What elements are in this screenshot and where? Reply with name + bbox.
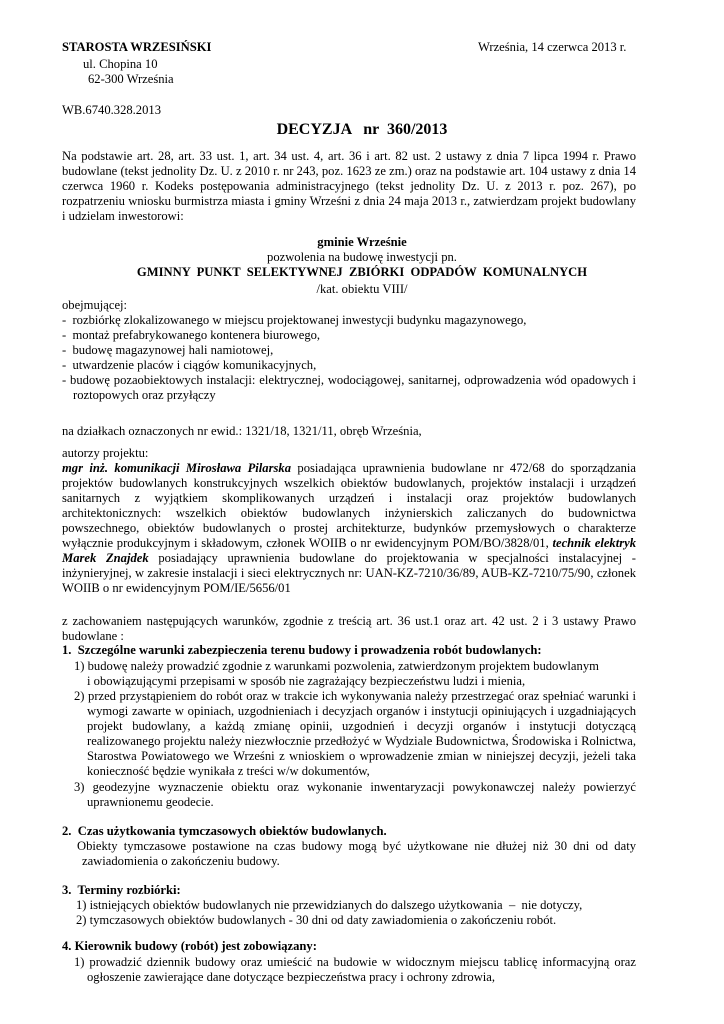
section-3-item-1: 1) istniejących obiektów budowlanych nie przewidzianych do dalszego użytkowania – nie dotyczy, — [76, 898, 583, 912]
list-item: - utwardzenie placów i ciągów komunikacyjnych, — [62, 358, 317, 372]
section-1-item-1: 1) budowę należy prowadzić zgodnie z warunkami pozwolenia, zatwierdzonym projektem budowlanym — [74, 659, 599, 673]
list-item: - montaż prefabrykowanego kontenera biurowego, — [62, 328, 321, 342]
legal-basis-paragraph: Na podstawie art. 28, art. 33 ust. 1, art. 34 ust. 4, art. 36 i art. 82 ust. 2 ustawy z dnia 7 lipca 1994 r. Prawo budowlane (tekst jednolity Dz. U. z 2010 r. nr 243, poz. 1623 ze zm.) oraz na podstawie art. 104 ustawy z dnia 14 czerwca 1960 r. Kodeks postępowania administracyjnego (tekst jednolity Dz. U. z 2013 r. poz. 267), po rozpatrzeniu wniosku burmistrza miasta i gminy Wrześni z dnia 24 maja 2013 r., zatwierdzam projekt budowlany i udzielam inwestorowi: — [62, 149, 636, 223]
section-1-item-2: 2) przed przystąpieniem do robót oraz w trakcie ich wykonywania należy przestrzegać oraz spełniać warunki i wymogi zawarte w opiniach, uzgodnieniach i decyzjach organów i instytucji opiniujących i uzgadniających projekt budowlany, a każdą zmianę opinii, uzgodnień i decyzji organów i instytucji dotyczącą realizowanego projektu należy niezwłocznie przedłożyć w Wydziale Budownictwa, Środowiska i Rolnictwa, Starostwa Powiatowego we Wrześni z wnioskiem o wprowadzenie zmian w niniejszej decyzji, jeżeli taka konieczność będzie wynikała z treści w/w dokumentów, — [74, 689, 636, 778]
authors-paragraph — [62, 461, 636, 596]
list-item: - rozbiórkę zlokalizowanego w miejscu projektowanej inwestycji budynku magazynowego, — [62, 313, 527, 327]
list-item: - budowę pozaobiektowych instalacji: elektrycznej, wodociągowej, sanitarnej, odprowadzenia wód opadowych i roztopowych oraz przyłączy — [62, 373, 636, 402]
plot-numbers: na działkach oznaczonych nr ewid.: 1321/18, 1321/11, obręb Września, — [62, 424, 422, 438]
section-2-text: Obiekty tymczasowe postawione na czas budowy mogą być użytkowane nie dłużej niż 30 dni od daty zawiadomienia o zakończeniu budowy. — [77, 839, 636, 868]
scope-label: obejmującej: — [62, 298, 128, 312]
place-and-date: Września, 14 czerwca 2013 r. — [478, 40, 627, 54]
section-3-title: 3. Terminy rozbiórki: — [62, 883, 181, 897]
authority-city: 62-300 Września — [88, 72, 174, 86]
author-2-name: technik elektryk Marek Znajdek — [62, 536, 636, 565]
authors-label: autorzy projektu: — [62, 446, 149, 460]
section-1-item-1-cont: i obowiązującymi przepisami w sposób nie zagrażający bezpieczeństwu ludzi i mienia, — [87, 674, 526, 688]
section-3-item-2: 2) tymczasowych obiektów budowlanych - 30 dni od daty zawiadomienia o zakończeniu robót. — [76, 913, 557, 927]
permit-line: pozwolenia na budowę inwestycji pn. — [267, 250, 457, 264]
conditions-intro: z zachowaniem następujących warunków, zgodnie z treścią art. 36 ust.1 oraz art. 42 ust. 2 i 3 ustawy Prawo budowlane : — [62, 614, 636, 643]
object-category: /kat. obiektu VIII/ — [316, 282, 408, 296]
scope-list — [62, 313, 636, 403]
section-1-item-3: 3) geodezyjne wyznaczenie obiektu oraz wykonanie inwentaryzacji powykonawczej należy powierzyć uprawnionemu geodecie. — [74, 780, 636, 809]
investor-name: gminie Wrześnie — [317, 235, 407, 249]
section-1-title: 1. Szczególne warunki zabezpieczenia terenu budowy i prowadzenia robót budowlanych: — [62, 643, 542, 657]
author-2-qualifications: posiadający uprawnienia budowlane do projektowania w specjalności instalacyjnej - inżynieryjnej, w zakresie instalacji i sieci elektrycznych nr: UAN-KZ-7210/36/89, AUB-KZ-7210/75/90, członek WOIIB o nr ewidencyjnym POM/IE/5656/01 — [62, 551, 636, 595]
project-name: GMINNY PUNKT SELEKTYWNEJ ZBIÓRKI ODPADÓW KOMUNALNYCH — [136, 265, 588, 279]
authority-street: ul. Chopina 10 — [83, 57, 158, 71]
section-4-title: 4. Kierownik budowy (robót) jest zobowiązany: — [62, 939, 317, 953]
case-number: WB.6740.328.2013 — [62, 103, 161, 117]
decision-title: DECYZJA nr 360/2013 — [276, 121, 448, 138]
authority-name: STAROSTA WRZESIŃSKI — [62, 40, 212, 54]
author-1-name: mgr inż. komunikacji Mirosława Pilarska — [62, 461, 291, 475]
section-4-item-1: 1) prowadzić dziennik budowy oraz umieścić na budowie w widocznym miejscu tablicę informacyjną oraz ogłoszenie zawierające dane dotyczące bezpieczeństwa pracy i ochrony zdrowia, — [74, 955, 636, 984]
author-1-qualifications: posiadająca uprawnienia budowlane nr 472/68 do sporządzania projektów budowlanych konstrukcyjnych wszelkich obiektów budowlanych, projektów instalacji i urządzeń sanitarnych z wyjątkiem skomplikowanych urządzeń i instalacji oraz projektów budowlanych architektonicznych: wszelkich obiektów budowlanych inżynierskich zaliczanych do budownictwa powszechnego, obiektów budowlanych o prostej architekturze, budynków przemysłowych o charakterze wyłącznie produkcyjnym i składowym, członek WOIIB o nr ewidencyjnym POM/BO/3828/01, — [62, 461, 637, 550]
list-item: - budowę magazynowej hali namiotowej, — [62, 343, 274, 357]
section-2-title: 2. Czas użytkowania tymczasowych obiektów budowlanych. — [62, 824, 387, 838]
